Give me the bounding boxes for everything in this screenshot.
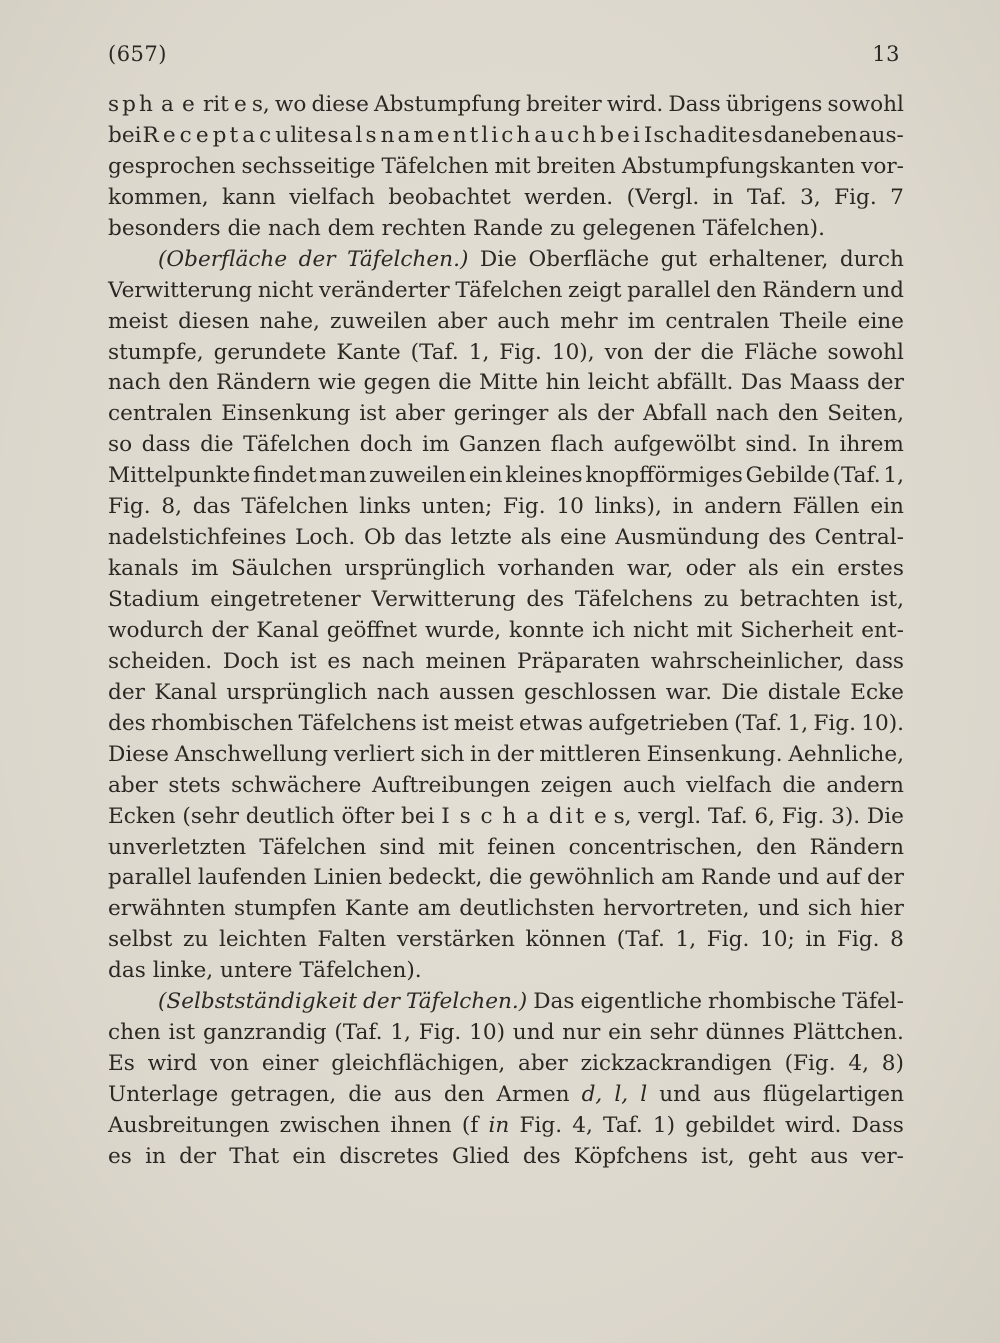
text-line: Stadium eingetretener Verwitterung des Täfelchens zu betrachten ist, — [108, 587, 904, 612]
text-line: der Kanal ursprünglich nach aussen geschlossen war. Die distale Ecke — [108, 679, 904, 705]
text-line: meist diesen nahe, zuweilen aber auch mehr im centralen Theile eine — [108, 308, 904, 334]
text-line: des rhombischen Täfelchens ist meist etwas aufgetrieben (Taf. 1, Fig. 10). — [108, 710, 904, 736]
text-line: scheiden. Doch ist es nach meinen Präparaten wahrscheinlicher, dass — [108, 648, 904, 674]
text-line: Es wird von einer gleichflächigen, aber zickzackrandigen (Fig. 4, 8) — [108, 1051, 904, 1077]
text-line: gesprochen sechsseitige Täfelchen mit breiten Abstumpfungskanten vor- — [108, 153, 904, 179]
text-line: selbst zu leichten Falten verstärken können (Taf. 1, Fig. 10; in Fig. 8 — [108, 927, 904, 953]
text-line: Diese Anschwellung verliert sich in der mittleren Einsenkung. Aehnliche, — [108, 741, 904, 767]
text-line: centralen Einsenkung ist aber geringer als der Abfall nach den Seiten, — [108, 401, 904, 427]
text-line: nadelstichfeines Loch. Ob das letzte als eine Ausmündung des Central- — [108, 525, 904, 551]
text-line: das linke, untere Täfelchen). — [108, 958, 422, 984]
text-line: nach den Rändern wie gegen die Mitte hin leicht abfällt. Das Maass der — [108, 370, 904, 396]
text-line: sph a e rit e s, wo diese Abstumpfung breiter wird. Dass übrigens sowohl — [108, 92, 904, 117]
text-line: Verwitterung nicht veränderter Täfelchen zeigt parallel den Rändern und — [108, 277, 904, 303]
text-line: kommen, kann vielfach beobachtet werden. (Vergl. in Taf. 3, Fig. 7 — [108, 184, 904, 210]
text-line: (Selbstständigkeit der Täfelchen.) Das eigentliche rhombische Täfel- — [158, 989, 904, 1015]
text-line: stumpfe, gerundete Kante (Taf. 1, Fig. 10), von der die Fläche sowohl — [108, 339, 904, 365]
text-line: bei R e c e pt a c u lit e s als namentlich auch bei I s c h a dit e s daneben aus- — [108, 122, 904, 148]
text-line: (Oberfläche der Täfelchen.) Die Oberfläche gut erhaltener, durch — [158, 246, 904, 272]
article-page-number: (657) — [108, 42, 167, 66]
text-line: Ecken (sehr deutlich öfter bei I s c h a dit e s, vergl. Taf. 6, Fig. 3). Die — [108, 803, 904, 829]
text-line: chen ist ganzrandig (Taf. 1, Fig. 10) und nur ein sehr dünnes Plättchen. — [108, 1020, 904, 1046]
text-line: Mittelpunkte findet man zuweilen ein kleines knopfförmiges Gebilde (Taf. 1, — [108, 463, 904, 489]
text-line: so dass die Täfelchen doch im Ganzen flach aufgewölbt sind. In ihrem — [108, 432, 904, 458]
text-line: wodurch der Kanal geöffnet wurde, konnte ich nicht mit Sicherheit ent- — [108, 617, 904, 643]
text-line: kanals im Säulchen ursprünglich vorhanden war, oder als ein erstes — [108, 556, 904, 582]
text-line: erwähnten stumpfen Kante am deutlichsten hervortreten, und sich hier — [108, 896, 904, 922]
text-line: parallel laufenden Linien bedeckt, die gewöhnlich am Rande und auf der — [108, 865, 904, 891]
text-line: aber stets schwächere Auftreibungen zeigen auch vielfach die andern — [108, 772, 904, 798]
text-line: es in der That ein discretes Glied des Köpfchens ist, geht aus ver- — [108, 1143, 904, 1169]
page-number: 13 — [872, 42, 900, 66]
page-header — [108, 42, 900, 66]
text-line: Ausbreitungen zwischen ihnen (f in Fig. 4, Taf. 1) gebildet wird. Dass — [108, 1112, 904, 1138]
text-line: Unterlage getragen, die aus den Armen d, l, l und aus flügelartigen — [108, 1082, 904, 1107]
text-line: besonders die nach dem rechten Rande zu gelegenen Täfelchen). — [108, 215, 825, 241]
text-line: unverletzten Täfelchen sind mit feinen concentrischen, den Rändern — [108, 834, 904, 860]
text-line: Fig. 8, das Täfelchen links unten; Fig. 10 links), in andern Fällen ein — [108, 494, 904, 520]
body-text — [108, 90, 904, 1173]
